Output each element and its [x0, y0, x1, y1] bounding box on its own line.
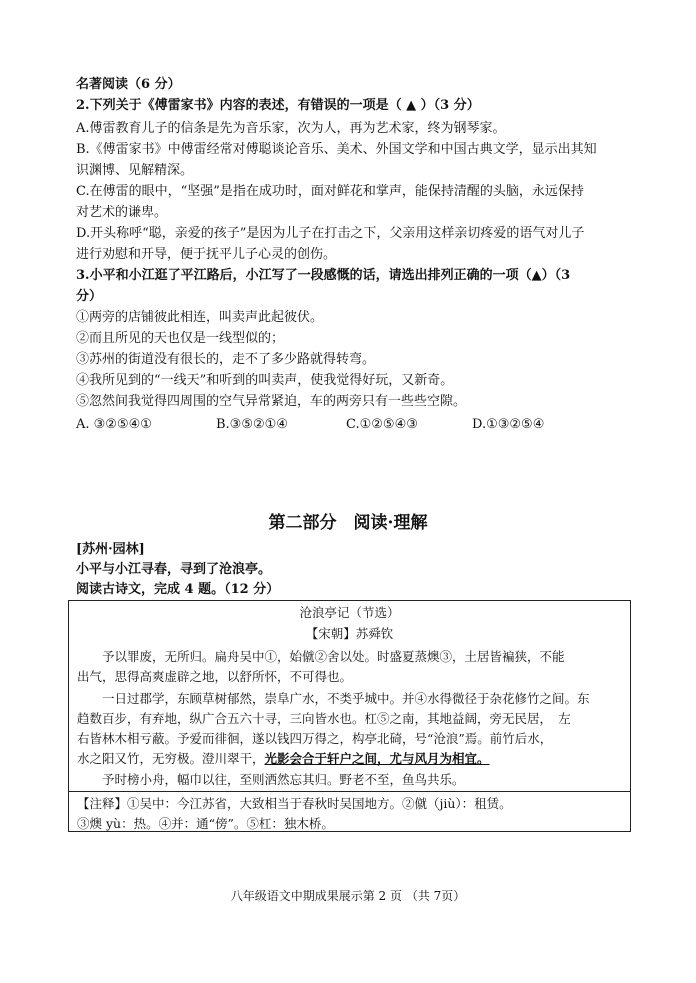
q2-option-a: A.傅雷教育儿子的信条是先为音乐家，次为人，再为艺术家，终为钢琴家。 — [76, 121, 506, 136]
poem-p2-line2: 趋数百步，有弃地，纵广合五六十寻，三向皆水也。杠⑤之南，其地益阔，旁无民居， 左 — [77, 711, 571, 726]
q2-option-d-line1: D.开头称呼“聪，亲爱的孩子”是因为儿子在打击之下，父亲用这样亲切疼爱的语气对儿子 — [76, 226, 585, 241]
sentence-2: ②而且所见的天也仅是一线型似的； — [76, 331, 285, 346]
sentence-5: ⑤忽然间我觉得四周围的空气异常紧迫，车的两旁只有一些些空隙。 — [76, 394, 467, 409]
poem-p3: 予时榜小舟，幅巾以往，至则洒然忘其归。野老不至，鱼鸟共乐。 — [77, 772, 465, 787]
question-3-stem-cont: 分） — [76, 289, 103, 304]
section-heading: 名著阅读（6 分） — [76, 77, 181, 92]
page-footer: 八年级语文中期成果展示第 2 页 （共 7页） — [230, 889, 466, 903]
poem-p2-line1: 一日过郡学，东顾草树郁然，崇阜广水，不类乎城中。并④水得微径于杂花修竹之间。东 — [77, 691, 590, 706]
q2-option-d-line2: 进行劝慰和开导，便于抚平儿子心灵的创伤。 — [76, 247, 337, 262]
poem-p2-line4 — [77, 747, 622, 770]
question-3-stem: 3.小平和小江逛了平江路后，小江写了一段感慨的话，请选出排列正确的一项（▲）（3 — [76, 268, 571, 283]
q2-option-b-line2: 识渊博、见解精深。 — [76, 163, 194, 178]
q3-option-b: B.③⑤②①④ — [216, 417, 288, 432]
notes-line1: 【注释】①吴中：今江苏省，大致相当于春秋时吴国地方。②僦（jiù）：租赁。 — [77, 796, 512, 811]
q2-option-c-line1: C.在傅雷的眼中，“坚强”是指在成功时，面对鲜花和掌声，能保持清醒的头脑，永远保持 — [76, 184, 584, 199]
poem-p1-line2: 出气，思得高爽虚辟之地，以舒所怀，不可得也。 — [77, 669, 353, 684]
q3-option-d: D.①③②⑤④ — [472, 417, 545, 432]
underlined-sentence: 光影会合于轩户之间，尤与风月为相宜。 — [264, 751, 490, 766]
poem-p2-line3: 右皆林木相亏蔽。予爱而徘徊，遂以钱四万得之，构亭北碕，号“沧浪”焉。前竹后水， — [77, 731, 553, 746]
poem-title: 沧浪亭记（节选） — [299, 605, 400, 620]
intro-line: 小平与小江寻春，寻到了沧浪亭。 — [76, 562, 272, 577]
q2-option-c-line2: 对艺术的谦卑。 — [76, 205, 168, 220]
poem-p1-line1: 予以罪废，无所归。扁舟吴中①，始僦②舍以处。时盛夏蒸燠③，土居皆褊狭，不能 — [77, 649, 565, 664]
poem-p2-line4-plain: 水之阳又竹，无穷极。澄川翠干， — [77, 751, 265, 766]
question-2-stem: 2.下列关于《傅雷家书》内容的表述，有错误的一项是（ ▲ ）（3 分） — [76, 98, 480, 113]
part-title: 第二部分 阅读·理解 — [268, 513, 428, 533]
q2-option-b-line1: B.《傅雷家书》中傅雷经常对傅聪谈论音乐、美术、外国文学和中国古典文学，显示出其知 — [76, 142, 597, 157]
poem-author: 【宋朝】苏舜钦 — [305, 626, 394, 641]
sentence-4: ④我所见到的“一线天”和听到的叫卖声，使我觉得好玩，又新奇。 — [76, 373, 454, 388]
q3-option-a: A. ③②⑤④① — [76, 417, 152, 432]
q3-option-c: C.①②⑤④③ — [346, 417, 418, 432]
task-line: 阅读古诗文，完成 4 题。（12 分） — [76, 582, 280, 597]
sentence-3: ③苏州的街道没有很长的，走不了多少路就得转弯。 — [76, 352, 376, 367]
notes-line2: ③燠 yù：热。④并：通“傍”。⑤杠：独木桥。 — [77, 816, 334, 831]
sentence-1: ①两旁的店铺彼此相连，叫卖声此起彼伏。 — [76, 310, 324, 325]
topic-tag: [苏州·园林] — [76, 542, 145, 557]
poem-box — [68, 600, 631, 832]
